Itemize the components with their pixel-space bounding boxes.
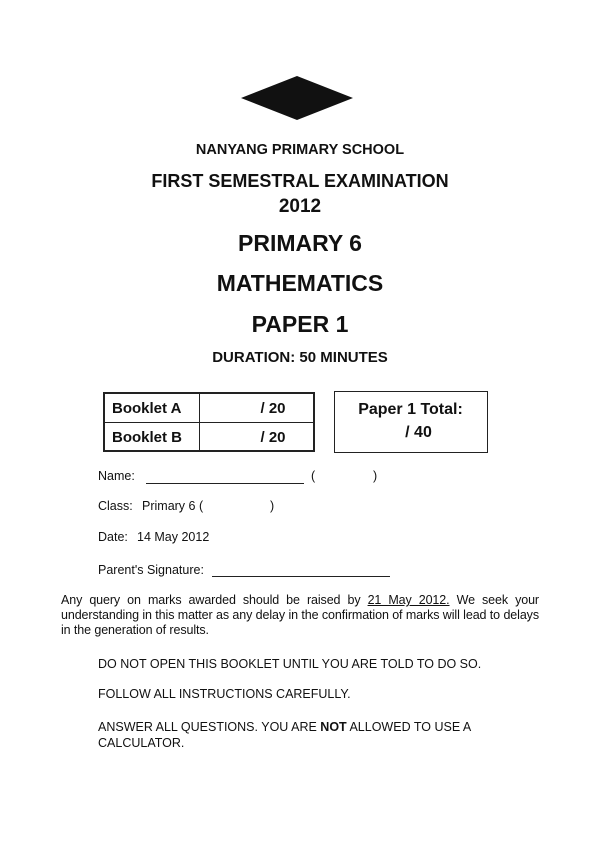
- level-title: PRIMARY 6: [238, 230, 362, 256]
- exam-title: FIRST SEMESTRAL EXAMINATION: [151, 171, 449, 191]
- diamond-logo-icon: [241, 76, 353, 120]
- booklet-a-score: / 20: [260, 400, 286, 417]
- exam-year: 2012: [278, 196, 322, 217]
- booklet-b-label: Booklet B: [112, 429, 183, 446]
- school-name: NANYANG PRIMARY SCHOOL: [195, 142, 405, 158]
- paper-total-box: [334, 391, 488, 453]
- instruction-follow: FOLLOW ALL INSTRUCTIONS CAREFULLY.: [98, 687, 351, 701]
- table-row: [105, 423, 313, 451]
- signature-underline[interactable]: [212, 576, 390, 577]
- name-paren-open: (: [311, 469, 316, 483]
- date-label: Date:: [98, 530, 128, 544]
- paper-total-label: Paper 1 Total:: [358, 401, 463, 418]
- subject-title: MATHEMATICS: [216, 270, 384, 296]
- notice-text-end: We seek your understanding in this matter as any delay in the confirmation of marks will lead to delays in the generation of results.: [61, 593, 539, 637]
- name-paren-close: ): [373, 469, 378, 483]
- notice-deadline-date: 21 May 2012.: [367, 593, 450, 607]
- class-paren-close: ): [270, 499, 275, 513]
- notice-text-start: Any query on marks awarded should be raised by: [61, 593, 368, 607]
- instruction-answer-start: ANSWER ALL QUESTIONS. YOU ARE: [98, 720, 321, 734]
- booklet-score-table: [103, 392, 315, 452]
- name-label: Name:: [98, 469, 135, 483]
- table-row: [105, 394, 313, 423]
- paper-total-value: / 40: [405, 424, 432, 441]
- signature-label: Parent's Signature:: [98, 563, 204, 577]
- marks-query-notice: [61, 593, 539, 638]
- instruction-answer-all: [98, 719, 523, 751]
- booklet-a-label: Booklet A: [112, 400, 182, 417]
- instruction-not-emphasis: NOT: [320, 720, 347, 734]
- paper-title: PAPER 1: [251, 311, 349, 337]
- date-value: 14 May 2012: [137, 530, 210, 544]
- booklet-b-score: / 20: [260, 429, 286, 446]
- instruction-answer-end: ALLOWED TO USE A CALCULATOR.: [98, 720, 471, 750]
- instruction-do-not-open: DO NOT OPEN THIS BOOKLET UNTIL YOU ARE TOLD TO DO SO.: [98, 657, 482, 671]
- name-underline[interactable]: [146, 483, 304, 484]
- class-value: Primary 6 (: [142, 499, 204, 513]
- class-label: Class:: [98, 499, 133, 513]
- duration-text: DURATION: 50 MINUTES: [212, 349, 388, 366]
